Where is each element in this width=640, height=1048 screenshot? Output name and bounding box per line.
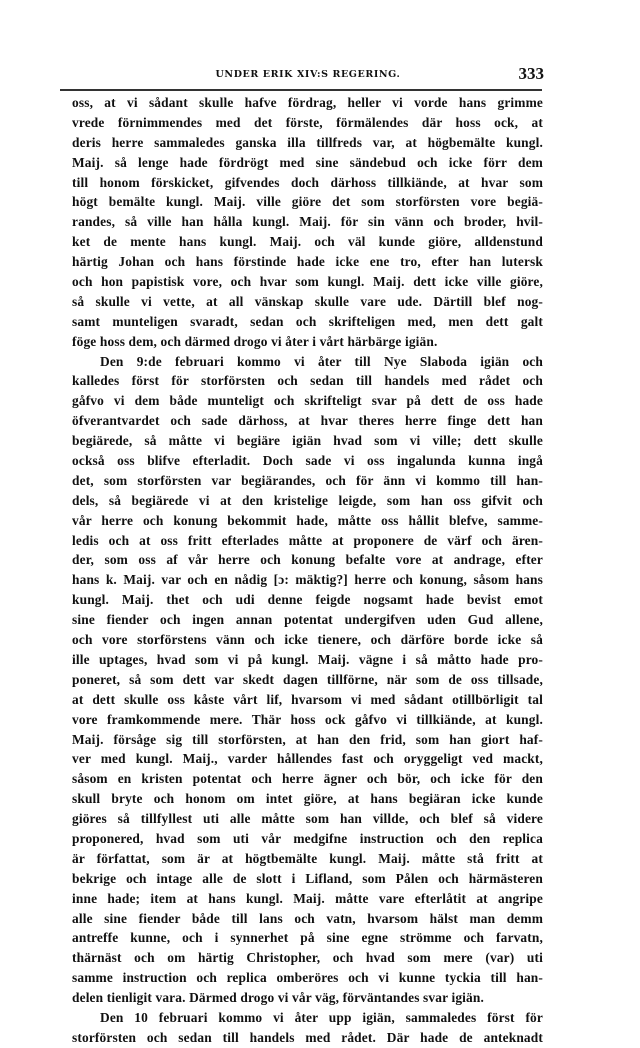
text-line: kungl. Maij. thet och udi denne feigde nogsamt hade bevist emot bbox=[72, 592, 543, 608]
text-line: och vore storförstens vänn och icke tienere, och därföre borde icke så bbox=[72, 632, 543, 648]
text-line: högt bemälte kungl. Maij. ville giöre det som storförsten vore begiä- bbox=[72, 194, 543, 210]
text-line: Maij. försåge sig till storförsten, at han den frid, som han giort haf- bbox=[72, 731, 543, 747]
text-line: ket de mente hans kungl. Maij. och väl kunde giöre, alldenstund bbox=[72, 234, 543, 250]
text-line: storförsten och sedan till handels med rådet. Där hade de anteknadt bbox=[72, 1029, 543, 1045]
text-line: at dett skulle oss kåste vårt lif, hvarsom vi med sådant otillbörligit tal bbox=[72, 691, 543, 707]
text-line: der, som oss af vår herre och konung befalte vore at andrage, efter bbox=[72, 552, 543, 568]
text-line: ledis och at oss fritt efterlades måtte at proponere de värf och ären- bbox=[72, 532, 543, 548]
text-line: ille uptages, hvad som vi på kungl. Maij. vägne i så måtto hade pro- bbox=[72, 651, 543, 667]
text-line: kalledes först för storförsten och sedan till handels med rådet och bbox=[72, 373, 543, 389]
text-line: vore framkommende mere. Thär hoss ock gåfvo vi tillkiände, at kungl. bbox=[72, 711, 543, 727]
text-line: härtig Johan och hans förstinde hade icke ene tro, efter han lutersk bbox=[72, 254, 543, 270]
text-line: hans k. Maij. var och en nådig [ɔ: mäktig?] herre och konung, såsom hans bbox=[72, 572, 543, 588]
text-line: giöres så tillfyllest uti alle måtte som han villde, och blef så videre bbox=[72, 811, 543, 827]
header-rule bbox=[60, 89, 542, 91]
text-line: oss, at vi sådant skulle hafve fördrag, heller vi vorde hans grimme bbox=[72, 95, 543, 110]
text-line: delen tienligit vara. Därmed drogo vi vår väg, förväntandes svar igiän. bbox=[72, 990, 484, 1006]
text-line: också oss blifve efterladit. Doch sade vi oss ingalunda kunna ingå bbox=[72, 453, 543, 469]
text-line: bekrige och intage alle de slott i Lifland, som Pålen och härmästeren bbox=[72, 870, 543, 886]
body-text bbox=[72, 93, 543, 1048]
text-line: öfverantvardet och sade därhoss, at hvar theres herre finge dett han bbox=[72, 413, 543, 429]
text-line: och hon papistisk vore, och hvar som kungl. Maij. dett icke ville giöre, bbox=[72, 274, 543, 290]
text-line: till honom förskicket, gifvendes doch därhoss tillkiände, at hvar som bbox=[72, 174, 543, 190]
running-title: UNDER ERIK XIV:S REGERING. bbox=[215, 69, 401, 80]
text-line: det, som storförsten var begiärandes, och för änn vi kommo till han- bbox=[72, 472, 543, 488]
text-line: Den 10 februari kommo vi åter upp igiän, sammaledes först för bbox=[100, 1009, 543, 1025]
page-number: 333 bbox=[518, 64, 544, 83]
text-line: ver med kungl. Maij., varder hållendes fast och oryggeligt ved mackt, bbox=[72, 751, 543, 767]
text-line: gåfvo vi dem både munteligt och skrifteligt svar på dett de oss hade bbox=[72, 393, 543, 409]
text-line: samme instruction och replica omberöres och vi kunne tyckia till han- bbox=[72, 970, 543, 986]
text-line: inne hade; item at hans kungl. Maij. måtte vare efterlåtit at angripe bbox=[72, 890, 543, 906]
text-line: Den 9:de februari kommo vi åter till Nye Slaboda igiän och bbox=[100, 353, 543, 369]
text-line: Maij. så lenge hade fördrögt med sine sändebud och icke förr dem bbox=[72, 154, 543, 170]
text-line: vår herre och konung bekommit hade, måtte oss hållit blefve, samme- bbox=[72, 512, 543, 528]
text-line: thärnäst och om härtig Christopher, och hvad som mere (var) uti bbox=[72, 950, 543, 966]
text-line: antreffe kunne, och i synnerhet på sine egne strömme och farvatn, bbox=[72, 930, 543, 946]
text-line: vrede förnimmendes med det förste, förmälendes där hoss ock, at bbox=[72, 114, 543, 130]
text-line: föge hoss dem, och därmed drogo vi åter i vårt härbärge igiän. bbox=[72, 333, 438, 349]
text-line: samt munteligen svaradt, sedan och skrifteligen med, men dett galt bbox=[72, 313, 543, 329]
text-line: randes, så ville han hålla kungl. Maij. för sin vänn och broder, hvil- bbox=[72, 214, 543, 230]
text-line: är författat, som är at högtbemälte kungl. Maij. måtte stå fritt at bbox=[72, 850, 543, 866]
text-line: alle sine fiender både till lans och vatn, hvarsom hälst man demm bbox=[72, 910, 543, 926]
text-line: begiärede, så måtte vi begiäre igiän hvad som vi ville; dett skulle bbox=[72, 433, 543, 449]
text-line: sine fiender och ingen annan potentat undergifven uden Gud allene, bbox=[72, 612, 543, 628]
text-line: dels, så begiärede vi at den kristelige leigde, som han oss gifvit och bbox=[72, 492, 543, 508]
text-line: såsom en kristen potentat och herre ägner och bör, och icke för den bbox=[72, 771, 543, 787]
page-header bbox=[72, 64, 544, 86]
text-line: proponered, hvad som uti vår medgifne instruction och den replica bbox=[72, 830, 543, 846]
text-line: deris herre sammaledes ganska illa tillfreds var, at högbemälte kungl. bbox=[72, 134, 543, 150]
text-line: skull bryte och honom om intet giöre, at hans begiäran icke kunde bbox=[72, 791, 543, 807]
text-line: poneret, så som dett var skedt dagen tillförne, när som de oss tillsade, bbox=[72, 671, 543, 687]
text-line: så skulle vi vette, at all vänskap skulle vare ude. Därtill blef nog- bbox=[72, 293, 543, 309]
